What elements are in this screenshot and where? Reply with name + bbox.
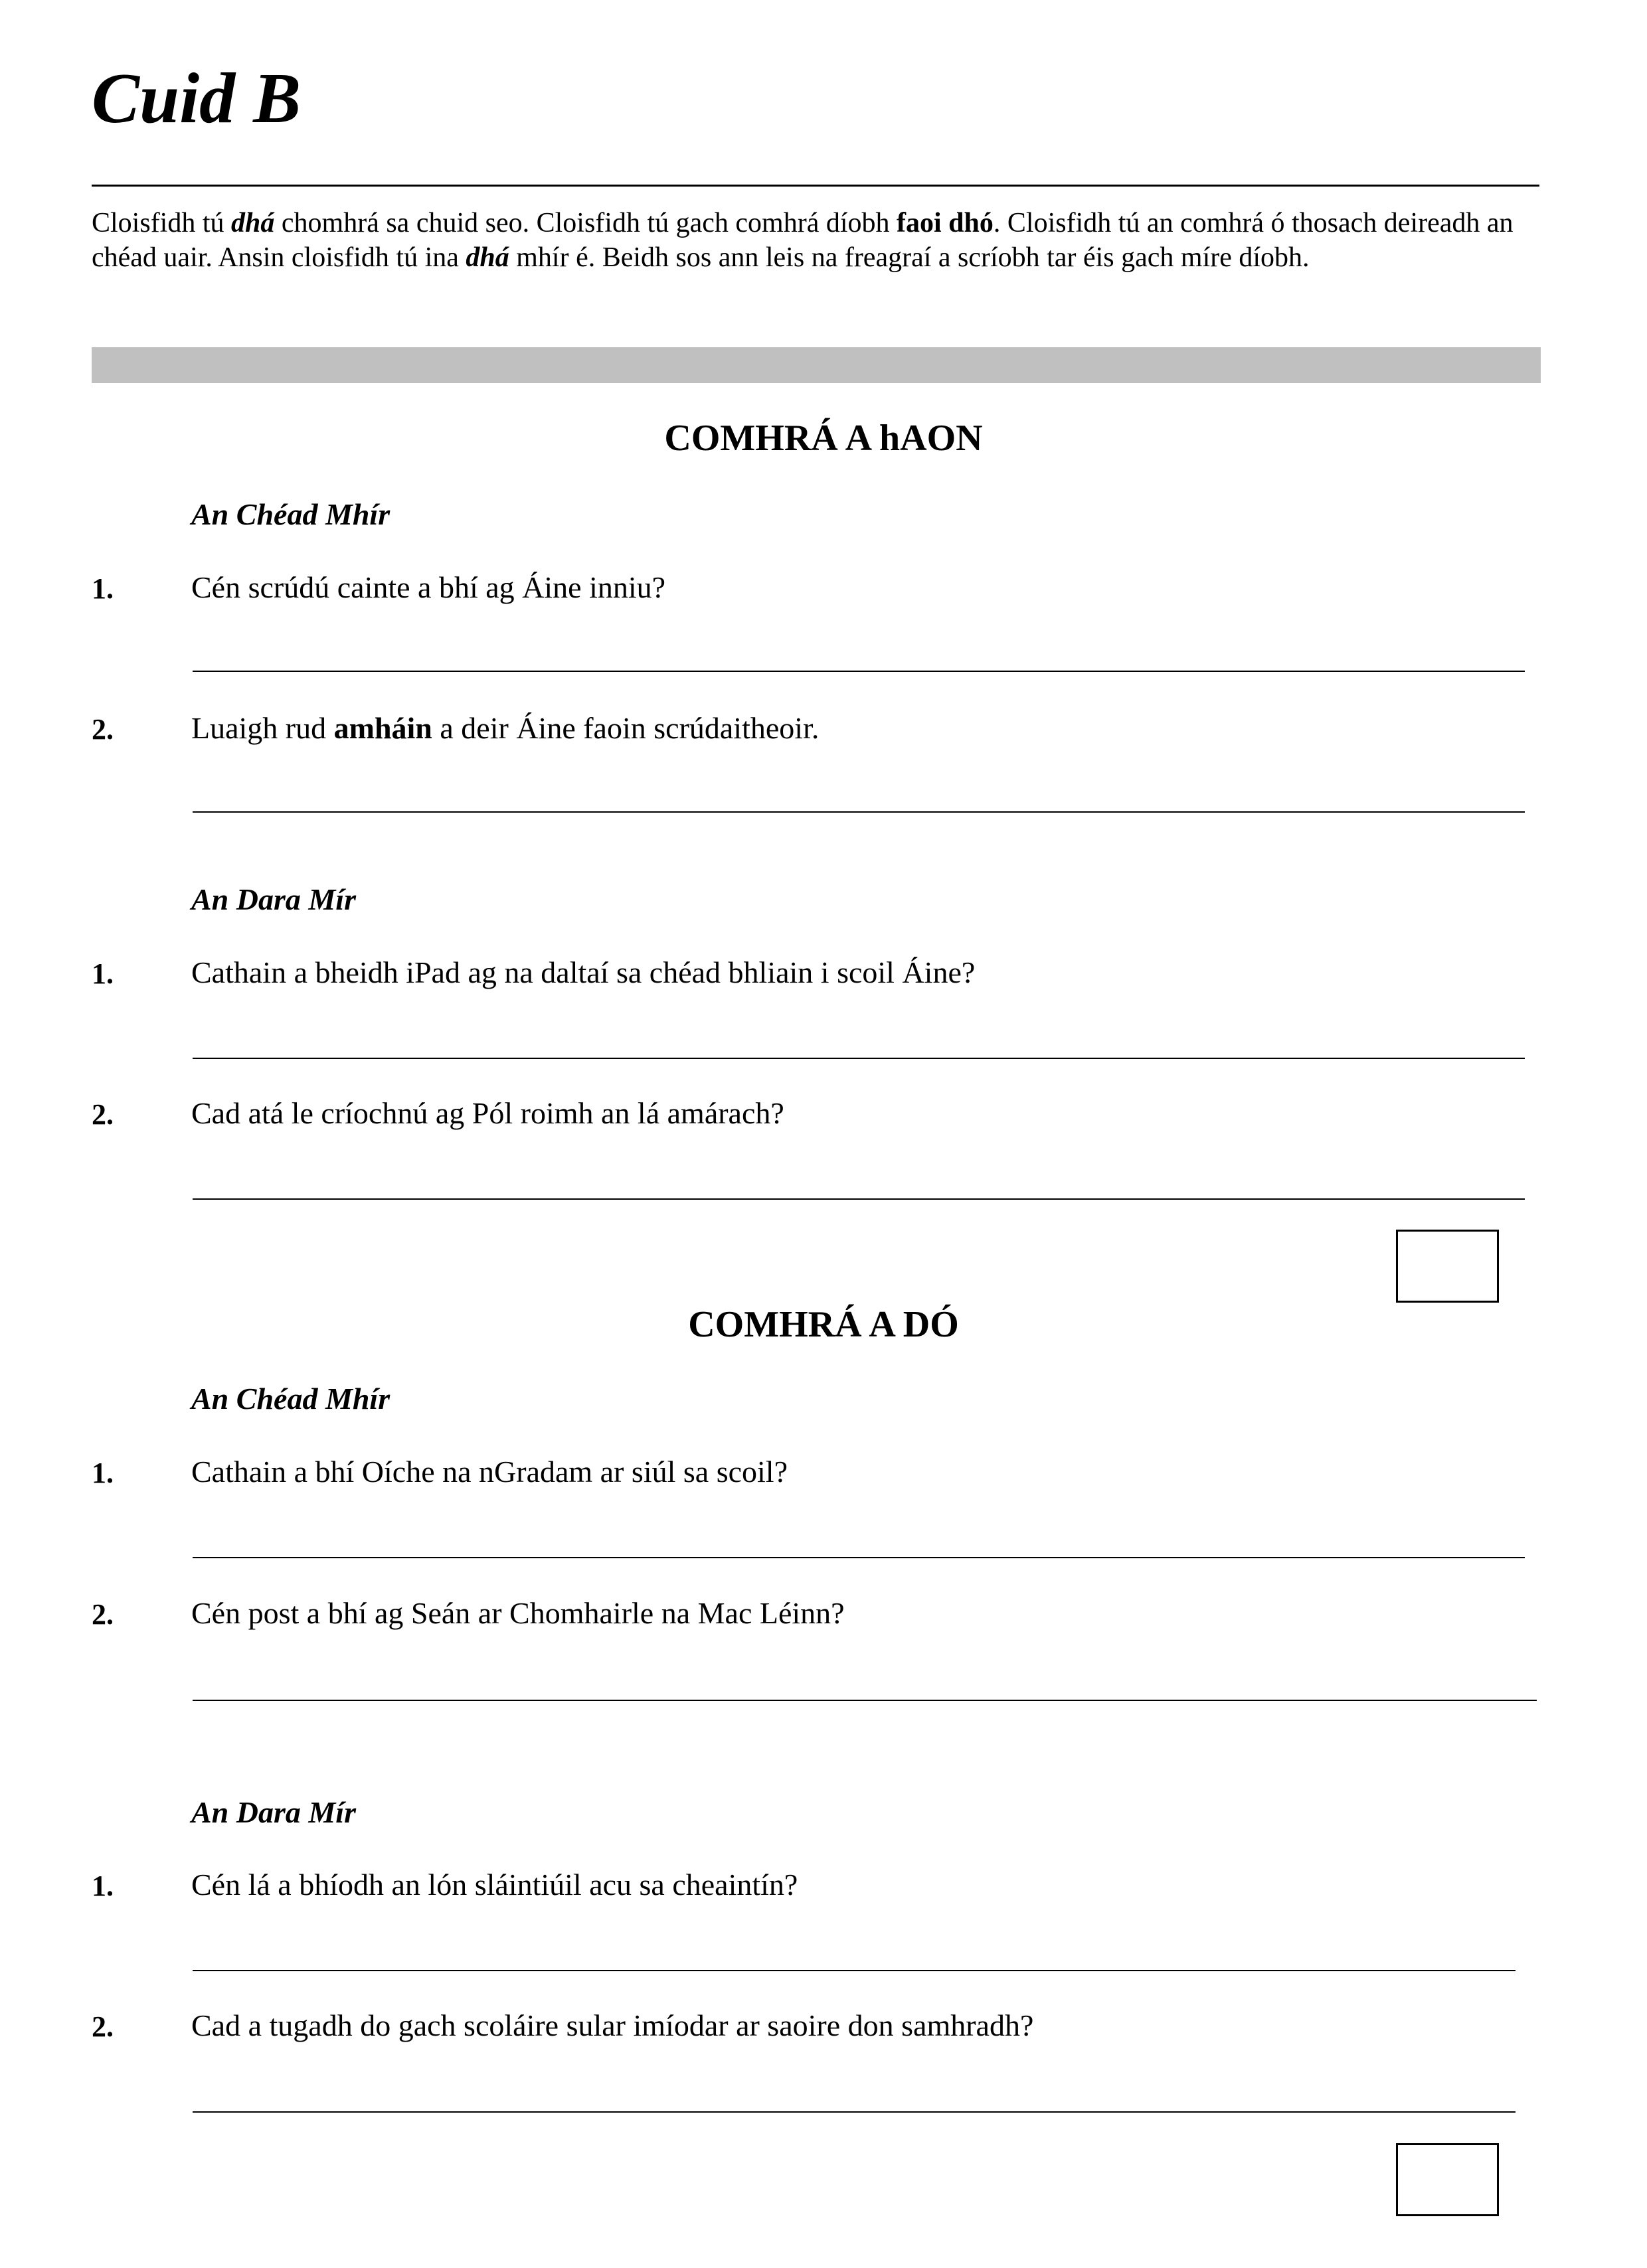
instructions-emphasis: faoi dhó — [897, 208, 994, 238]
marks-box — [1396, 1230, 1499, 1303]
question-text: Cathain a bhí Oíche na nGradam ar siúl sa scoil? — [191, 1455, 788, 1489]
answer-line[interactable] — [193, 671, 1525, 672]
question-number: 1. — [92, 1457, 114, 1489]
instructions — [92, 206, 1539, 275]
conversation-1-heading: COMHRÁ A hAON — [664, 418, 983, 459]
question-text: Cad a tugadh do gach scoláire sular imíodar ar saoire don samhradh? — [191, 2008, 1034, 2042]
instructions-text: chomhrá sa chuid seo. Cloisfidh tú gach comhrá díobh — [274, 208, 897, 238]
question-text: Cathain a bheidh iPad ag na daltaí sa chéad bhliain i scoil Áine? — [191, 955, 976, 989]
question-text: Cad atá le críochnú ag Pól roimh an lá amárach? — [191, 1096, 784, 1130]
question-text: Cén scrúdú cainte a bhí ag Áine inniu? — [191, 570, 666, 604]
conversation-2-part-1-heading: An Chéad Mhír — [191, 1382, 390, 1416]
answer-line[interactable] — [193, 1970, 1516, 1971]
instructions-text: mhír é. Beidh sos ann leis na freagraí a scríobh tar éis gach míre díobh. — [509, 242, 1310, 273]
conversation-1-part-1-heading: An Chéad Mhír — [191, 497, 390, 531]
instructions-text: Cloisfidh tú — [92, 208, 232, 238]
question-text: Cén lá a bhíodh an lón sláintiúil acu sa cheaintín? — [191, 1868, 798, 1902]
question-text-part: a deir Áine faoin scrúdaitheoir. — [432, 711, 820, 745]
instructions-text: . Cloisfidh tú an comhrá ó thosach deireadh an chéad uair. Ansin cloisfidh tú ina — [92, 208, 1514, 273]
question-number: 2. — [92, 2010, 114, 2043]
question-number: 1. — [92, 572, 114, 605]
question-text — [191, 710, 819, 746]
question-number: 2. — [92, 1098, 114, 1131]
answer-line[interactable] — [193, 1198, 1525, 1200]
marks-box — [1396, 2143, 1499, 2216]
question-number: 1. — [92, 1870, 114, 1902]
section-separator-bar — [92, 347, 1541, 383]
question-number: 2. — [92, 1598, 114, 1631]
conversation-1-part-2-heading: An Dara Mír — [191, 882, 356, 916]
answer-line[interactable] — [193, 811, 1525, 813]
conversation-2-heading: COMHRÁ A DÓ — [688, 1304, 959, 1345]
question-text: Cén post a bhí ag Seán ar Chomhairle na Mac Léinn? — [191, 1596, 845, 1630]
question-text-part: Luaigh rud — [191, 711, 334, 745]
answer-line[interactable] — [193, 1058, 1525, 1059]
answer-line[interactable] — [193, 1557, 1525, 1558]
answer-line[interactable] — [193, 2111, 1516, 2113]
instructions-emphasis: dhá — [231, 208, 275, 238]
question-number: 1. — [92, 957, 114, 990]
question-emphasis: amháin — [333, 711, 432, 745]
question-number: 2. — [92, 713, 114, 746]
answer-line[interactable] — [193, 1700, 1537, 1701]
title-divider — [92, 185, 1539, 187]
instructions-emphasis: dhá — [466, 242, 509, 273]
conversation-2-part-2-heading: An Dara Mír — [191, 1795, 356, 1829]
page-title: Cuid B — [92, 59, 302, 138]
